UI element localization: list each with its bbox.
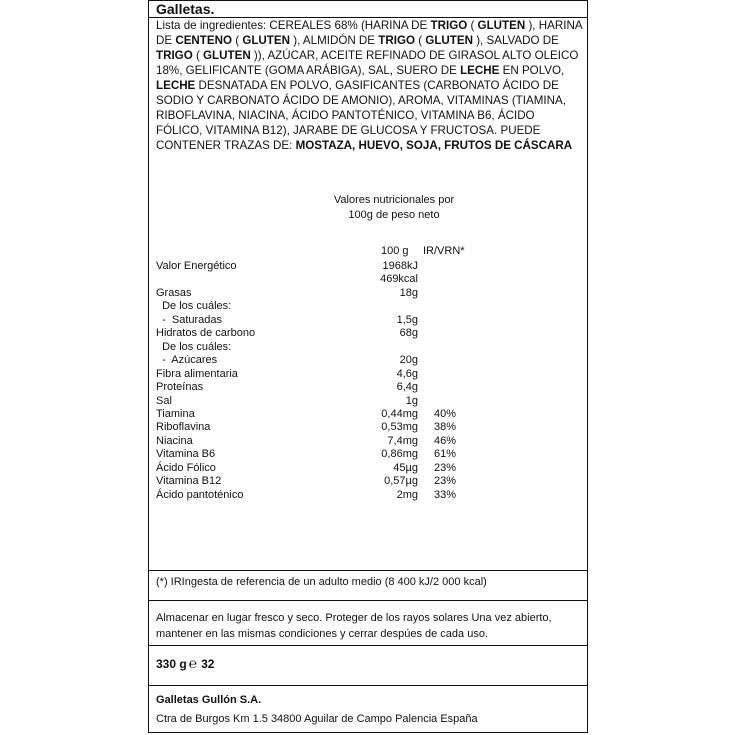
nutrition-row bbox=[156, 461, 576, 475]
nutrition-row bbox=[156, 299, 576, 313]
nutrition-row bbox=[156, 286, 576, 300]
nutrient-label: - Azúcares bbox=[156, 354, 218, 367]
nutrient-label: Fibra alimentaria bbox=[156, 367, 238, 380]
nutrient-label: Sal bbox=[156, 394, 172, 407]
nutrient-label: Ácido pantoténico bbox=[156, 488, 244, 501]
net-weight bbox=[156, 655, 214, 671]
nutrient-ir-percent: 61% bbox=[434, 448, 457, 461]
nutrient-label: Riboflavina bbox=[156, 421, 211, 434]
nutrition-divider bbox=[149, 570, 587, 571]
nutrition-row bbox=[156, 394, 576, 408]
nutrient-value: 18g bbox=[399, 286, 418, 299]
nutrient-value: 68g bbox=[399, 327, 418, 340]
ingredient-allergen: GLUTEN bbox=[203, 49, 251, 62]
nutrient-label: De los cuáles: bbox=[156, 300, 232, 313]
nutrient-value: 6,4g bbox=[396, 381, 418, 394]
reference-footnote: (*) IRIngesta de referencia de un adulto medio (8 400 kJ/2 000 kcal) bbox=[156, 576, 487, 588]
nutrient-ir-percent: 33% bbox=[434, 488, 457, 501]
nutrient-label: Valor Energético bbox=[156, 260, 237, 272]
nutrient-label: Proteínas bbox=[156, 381, 204, 394]
nutrient-label: Tiamina bbox=[156, 407, 195, 420]
nutrition-row bbox=[156, 326, 576, 340]
ingredient-allergen: GLUTEN bbox=[477, 19, 526, 32]
nutrient-label: Hidratos de carbono bbox=[156, 327, 256, 340]
nutrition-heading-line2: 100g de peso neto bbox=[348, 209, 440, 221]
nutrient-value: 0,86mg bbox=[381, 448, 418, 461]
nutrient-value: 1g bbox=[405, 394, 418, 407]
ingredient-text: )), AZÚCAR, ACEITE REFINADO DE GIRASOL ALTO OLEICO 18%, GELIFICANTE (GOMA ARÁBIGA), SAL, SUERO DE bbox=[156, 49, 579, 77]
nutrient-ir-percent: 40% bbox=[434, 407, 457, 420]
company-name: Galletas Gullón S.A. bbox=[156, 694, 262, 706]
ingredient-text: ( bbox=[232, 34, 243, 47]
nutrient-label: Ácido Fólico bbox=[156, 461, 216, 474]
nutrition-row bbox=[156, 259, 576, 273]
ingredient-text: DESNATADA EN POLVO, GASIFICANTES (CARBONATO ÁCIDO DE SODIO Y CARBONATO ÁCIDO DE AMONIO), AROMA, VITAMINAS (TIAMINA, RIBOFLAVINA, NIACINA, ÁCIDO PANTOTÉNICO, VITAMINA B6, ÁCIDO FÓLICO, VITAMINA B12), JARABE DE GLUCOSA Y FRUCTOSA. PUEDE CONTENER TRAZAS DE: bbox=[156, 79, 566, 152]
label-panel bbox=[148, 0, 588, 733]
ingredient-allergen: MOSTAZA, HUEVO, SOJA, FRUTOS DE CÁSCARA bbox=[295, 139, 573, 152]
nutrient-value: 45µg bbox=[393, 461, 418, 474]
nutrition-row bbox=[156, 447, 576, 461]
nutrition-row bbox=[156, 340, 576, 354]
nutrient-value: 2mg bbox=[396, 488, 418, 501]
nutrient-ir-percent: 46% bbox=[434, 434, 457, 447]
top-rule bbox=[149, 0, 587, 1]
ingredient-text: EN POLVO, bbox=[499, 64, 565, 77]
nutrient-value: 4,6g bbox=[396, 367, 418, 380]
ingredient-allergen: GLUTEN bbox=[242, 34, 290, 47]
nutrient-label: Vitamina B6 bbox=[156, 448, 216, 461]
ingredient-allergen: LECHE bbox=[156, 79, 196, 92]
nutrient-value: 7,4mg bbox=[387, 434, 418, 447]
weight-amount: 330 g bbox=[156, 657, 187, 671]
ingredient-text: ( bbox=[414, 34, 426, 47]
nutrition-row bbox=[156, 380, 576, 394]
nutrition-heading-line1: Valores nutricionales por bbox=[333, 194, 455, 206]
product-title: Galletas. bbox=[156, 1, 215, 17]
column-100g: 100 g bbox=[381, 245, 409, 257]
ingredient-allergen: LECHE bbox=[460, 64, 500, 77]
nutrient-ir-percent: 23% bbox=[434, 475, 457, 488]
nutrient-label: Vitamina B12 bbox=[156, 475, 222, 488]
ingredient-text: ), HARINA DE bbox=[156, 19, 582, 47]
storage-divider bbox=[149, 645, 587, 646]
ingredient-allergen: TRIGO bbox=[378, 34, 415, 47]
ingredient-text: ( bbox=[467, 19, 478, 32]
nutrition-row bbox=[156, 367, 576, 381]
nutrient-value: 469kcal bbox=[380, 273, 418, 286]
nutrition-row bbox=[156, 353, 576, 367]
nutrient-label: - Saturadas bbox=[156, 313, 223, 326]
company-address: Ctra de Burgos Km 1.5 34800 Aguilar de Campo Palencia España bbox=[156, 713, 478, 725]
nutrient-value: 0,53mg bbox=[381, 421, 418, 434]
nutrition-row bbox=[156, 488, 576, 502]
nutrition-row bbox=[156, 434, 576, 448]
ingredient-text: ( bbox=[192, 49, 204, 62]
nutrient-ir-percent: 23% bbox=[434, 461, 457, 474]
nutrient-value: 0,44mg bbox=[381, 407, 418, 420]
nutrient-value: 0,57µg bbox=[384, 475, 418, 488]
ingredient-text: Lista de ingredientes: CEREALES 68% (HARINA DE bbox=[156, 19, 431, 32]
ingredient-allergen: TRIGO bbox=[156, 49, 193, 62]
nutrient-label: De los cuáles: bbox=[156, 340, 232, 353]
nutrient-ir-percent: 38% bbox=[434, 421, 457, 434]
column-ir-vrn: IR/VRN* bbox=[423, 245, 465, 257]
nutrition-row bbox=[156, 272, 576, 286]
weight-divider bbox=[149, 685, 587, 686]
nutrient-value: 20g bbox=[399, 354, 418, 367]
estimated-sign-icon: ℮ bbox=[188, 655, 198, 671]
nutrient-value: 1968kJ bbox=[382, 260, 418, 272]
ingredient-text: ), ALMIDÓN DE bbox=[290, 34, 379, 47]
nutrition-row bbox=[156, 420, 576, 434]
nutrient-value: 1,5g bbox=[396, 313, 418, 326]
footnote-divider bbox=[149, 600, 587, 601]
unit-count: 32 bbox=[201, 657, 215, 671]
ingredients-list bbox=[156, 18, 584, 153]
nutrient-label: Niacina bbox=[156, 434, 193, 447]
nutrition-row bbox=[156, 474, 576, 488]
nutrition-row bbox=[156, 313, 576, 327]
ingredient-allergen: CENTENO bbox=[175, 34, 233, 47]
ingredient-allergen: GLUTEN bbox=[425, 34, 473, 47]
ingredient-allergen: TRIGO bbox=[430, 19, 468, 32]
nutrition-row bbox=[156, 407, 576, 421]
ingredient-text: ), SALVADO DE bbox=[472, 34, 559, 47]
nutrient-label: Grasas bbox=[156, 286, 192, 299]
storage-instructions: Almacenar en lugar fresco y seco. Proteger de los rayos solares Una vez abierto, mantener en las mismas condiciones y cerrar despúes de cada uso. bbox=[156, 612, 552, 640]
nutrition-heading bbox=[329, 193, 459, 223]
